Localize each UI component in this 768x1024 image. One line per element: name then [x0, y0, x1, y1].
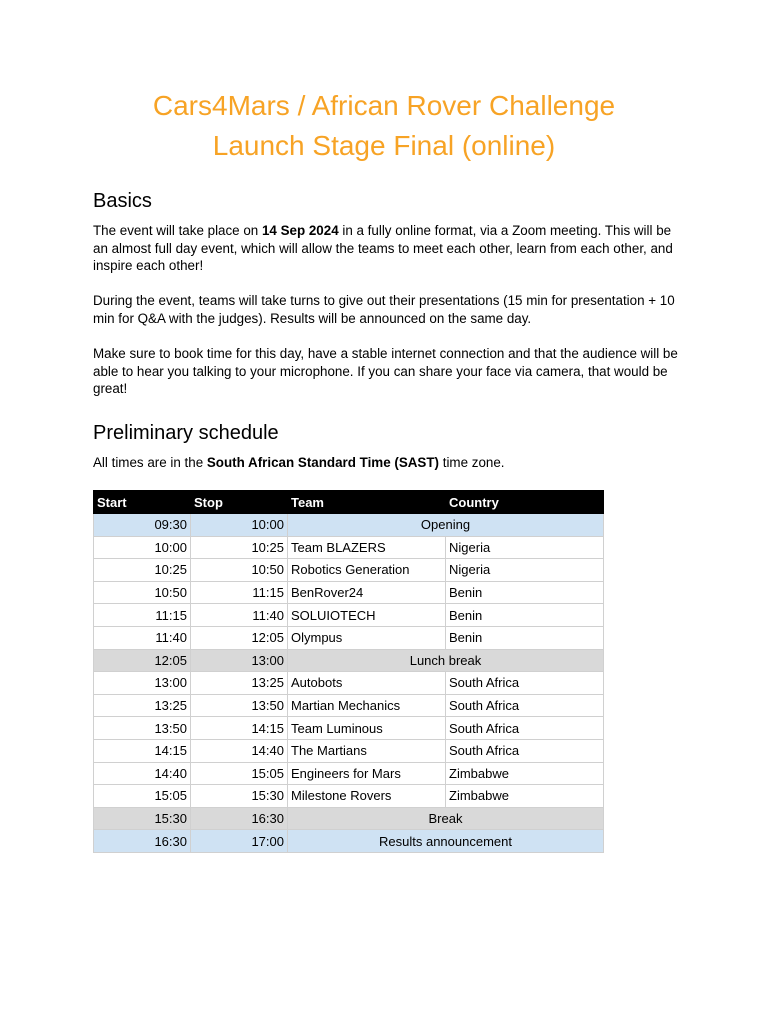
- cell-stop: 15:05: [191, 762, 288, 785]
- timezone-note-before: All times are in the: [93, 455, 207, 470]
- table-row: [94, 785, 604, 808]
- cell-team: SOLUIOTECH: [288, 604, 446, 627]
- cell-start: 11:40: [94, 626, 191, 649]
- cell-team: Olympus: [288, 626, 446, 649]
- cell-start: 13:25: [94, 694, 191, 717]
- cell-team: Team BLAZERS: [288, 536, 446, 559]
- column-header-country: Country: [446, 491, 604, 514]
- basics-paragraph-1: [93, 222, 683, 275]
- timezone-note-after: time zone.: [439, 455, 505, 470]
- title-line-2: Launch Stage Final (online): [212, 130, 556, 161]
- column-header-team: Team: [288, 491, 446, 514]
- cell-stop: 13:50: [191, 694, 288, 717]
- table-row: [94, 581, 604, 604]
- cell-stop: 17:00: [191, 830, 288, 853]
- cell-stop: 15:30: [191, 785, 288, 808]
- cell-team: Autobots: [288, 672, 446, 695]
- cell-session-label: Opening: [288, 514, 604, 537]
- cell-team: Robotics Generation: [288, 559, 446, 582]
- cell-session-label: Results announcement: [288, 830, 604, 853]
- table-row: [94, 672, 604, 695]
- cell-stop: 10:00: [191, 514, 288, 537]
- p1-text-after: in a fully online format, via a Zoom meeting. This will be an almost full day event, which will allow the teams to meet each other, learn from each other, and inspire each other!: [93, 223, 673, 274]
- cell-team: Team Luminous: [288, 717, 446, 740]
- table-row: [94, 559, 604, 582]
- cell-country: South Africa: [446, 694, 604, 717]
- cell-stop: 11:40: [191, 604, 288, 627]
- table-row: [94, 514, 604, 537]
- cell-team: Engineers for Mars: [288, 762, 446, 785]
- cell-start: 10:50: [94, 581, 191, 604]
- schedule-heading: Preliminary schedule: [93, 422, 279, 444]
- cell-country: Nigeria: [446, 559, 604, 582]
- cell-country: Nigeria: [446, 536, 604, 559]
- cell-start: 14:15: [94, 739, 191, 762]
- document-title: [0, 86, 768, 166]
- cell-country: Benin: [446, 626, 604, 649]
- cell-country: South Africa: [446, 672, 604, 695]
- cell-start: 13:50: [94, 717, 191, 740]
- cell-team: BenRover24: [288, 581, 446, 604]
- table-row: [94, 807, 604, 830]
- cell-stop: 13:00: [191, 649, 288, 672]
- cell-start: 10:25: [94, 559, 191, 582]
- cell-start: 16:30: [94, 830, 191, 853]
- cell-country: Zimbabwe: [446, 762, 604, 785]
- cell-start: 11:15: [94, 604, 191, 627]
- cell-country: Benin: [446, 581, 604, 604]
- cell-stop: 12:05: [191, 626, 288, 649]
- schedule-body: [94, 514, 604, 853]
- cell-start: 10:00: [94, 536, 191, 559]
- cell-stop: 14:15: [191, 717, 288, 740]
- table-row: [94, 739, 604, 762]
- table-row: [94, 762, 604, 785]
- timezone-note: [93, 454, 683, 472]
- table-row: [94, 830, 604, 853]
- p1-text-before: The event will take place on: [93, 223, 262, 238]
- cell-start: 12:05: [94, 649, 191, 672]
- table-header-row: [94, 491, 604, 514]
- table-row: [94, 694, 604, 717]
- table-row: [94, 626, 604, 649]
- cell-stop: 11:15: [191, 581, 288, 604]
- cell-stop: 13:25: [191, 672, 288, 695]
- cell-stop: 10:25: [191, 536, 288, 559]
- timezone-name: South African Standard Time (SAST): [206, 455, 440, 470]
- cell-start: 09:30: [94, 514, 191, 537]
- cell-session-label: Break: [288, 807, 604, 830]
- cell-stop: 16:30: [191, 807, 288, 830]
- table-row: [94, 536, 604, 559]
- column-header-start: Start: [94, 491, 191, 514]
- cell-start: 15:30: [94, 807, 191, 830]
- cell-team: Martian Mechanics: [288, 694, 446, 717]
- cell-session-label: Lunch break: [288, 649, 604, 672]
- cell-stop: 10:50: [191, 559, 288, 582]
- basics-paragraph-3: Make sure to book time for this day, have a stable internet connection and that the audience will be able to hear you talking to your microphone. If you can share your face via camera, that would be great!: [93, 346, 678, 397]
- schedule-table: [93, 490, 604, 853]
- cell-country: Benin: [446, 604, 604, 627]
- table-row: [94, 649, 604, 672]
- column-header-stop: Stop: [191, 491, 288, 514]
- title-line-1: Cars4Mars / African Rover Challenge: [152, 90, 616, 121]
- cell-country: South Africa: [446, 717, 604, 740]
- cell-country: Zimbabwe: [446, 785, 604, 808]
- basics-heading: Basics: [93, 190, 152, 212]
- table-row: [94, 717, 604, 740]
- cell-start: 13:00: [94, 672, 191, 695]
- cell-start: 15:05: [94, 785, 191, 808]
- cell-stop: 14:40: [191, 739, 288, 762]
- cell-team: Milestone Rovers: [288, 785, 446, 808]
- basics-paragraph-2: During the event, teams will take turns to give out their presentations (15 min for presentation + 10 min for Q&A with the judges). Results will be announced on the same day.: [93, 293, 675, 326]
- cell-country: South Africa: [446, 739, 604, 762]
- event-date: 14 Sep 2024: [261, 223, 339, 238]
- cell-start: 14:40: [94, 762, 191, 785]
- table-row: [94, 604, 604, 627]
- cell-team: The Martians: [288, 739, 446, 762]
